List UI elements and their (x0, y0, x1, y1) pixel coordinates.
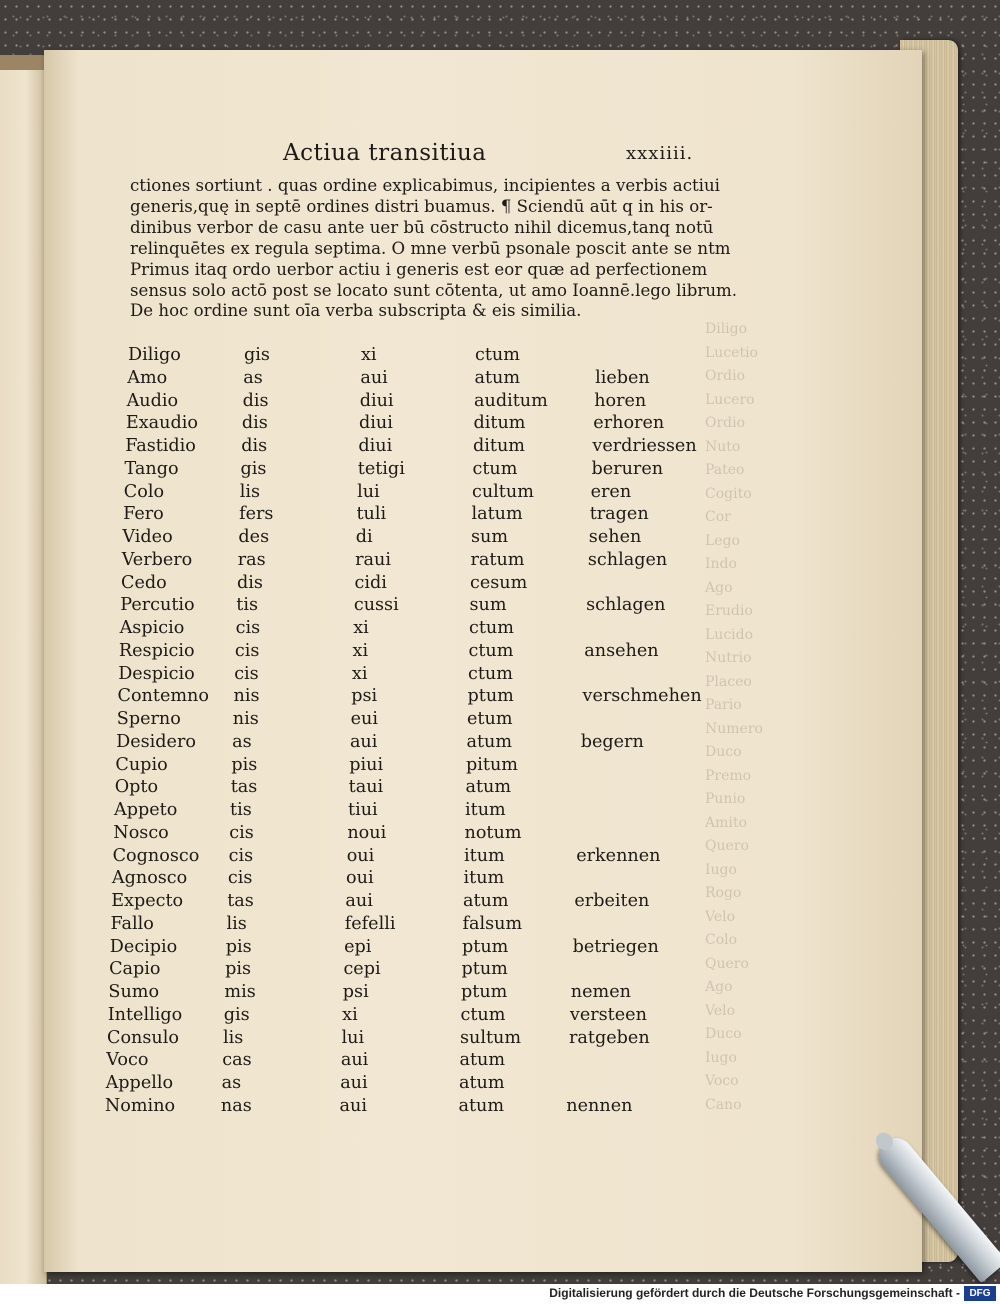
verb-second-person: pis (225, 959, 252, 980)
verb-supine: sum (469, 595, 507, 616)
verb-second-person: pis (231, 754, 258, 775)
verb-lemma: Fastidio (125, 436, 196, 456)
verb-second-person: dis (237, 572, 263, 593)
prose-line: Primus itaq ordo uerbor actiu i generis est eor quæ ad perfectionem (130, 259, 708, 279)
verb-supine: atum (458, 1095, 505, 1116)
verb-second-person: tas (227, 891, 254, 911)
dfg-logo: DFG (964, 1286, 996, 1301)
verb-lemma: Video (122, 527, 173, 547)
verb-perfect: lui (341, 1027, 365, 1048)
verb-supine: atum (466, 731, 513, 752)
verb-supine: ditum (473, 436, 525, 456)
verb-second-person: nis (233, 686, 260, 707)
german-gloss: begern (580, 731, 644, 752)
verb-lemma: Intelligo (107, 1004, 183, 1025)
verb-perfect: oui (346, 845, 375, 866)
verb-lemma: Sperno (116, 709, 181, 729)
verb-second-person: tis (236, 595, 259, 616)
verb-supine: atum (465, 777, 512, 798)
verb-supine: ptum (461, 959, 508, 980)
table-row (0, 595, 1000, 619)
verb-lemma: Appello (105, 1073, 174, 1093)
verb-second-person: dis (241, 436, 268, 456)
verb-supine: etum (467, 709, 513, 729)
running-title: Actiua transitiua (283, 140, 487, 166)
german-gloss: schlagen (586, 595, 666, 616)
table-row (0, 368, 1000, 392)
verb-lemma: Desidero (116, 731, 196, 752)
verb-lemma: Fallo (110, 913, 154, 934)
table-row (0, 1005, 1000, 1029)
table-row (0, 800, 1000, 824)
german-gloss: horen (594, 390, 647, 411)
verb-second-person: cis (234, 663, 259, 684)
german-gloss: tragen (589, 504, 649, 525)
verb-supine: sum (471, 527, 509, 547)
verb-lemma: Fero (123, 504, 164, 525)
german-gloss: eren (590, 481, 632, 502)
verb-second-person: ras (237, 549, 266, 570)
verb-perfect: aui (349, 731, 378, 752)
verb-second-person: mis (224, 982, 256, 1002)
verb-perfect: cussi (353, 595, 399, 616)
german-gloss: ratgeben (569, 1027, 650, 1048)
verb-lemma: Expecto (111, 891, 184, 911)
verb-supine: ptum (461, 982, 508, 1002)
verb-second-person: lis (239, 481, 261, 502)
verb-lemma: Diligo (128, 345, 181, 365)
verb-lemma: Exaudio (125, 413, 198, 434)
verb-perfect: xi (352, 640, 369, 661)
verb-second-person: cis (235, 618, 261, 638)
german-gloss: beruren (591, 458, 664, 479)
german-gloss: betriegen (572, 936, 659, 957)
table-row (0, 573, 1000, 597)
verb-perfect: xi (351, 663, 368, 684)
verb-second-person: des (238, 527, 270, 547)
verb-second-person: nis (232, 709, 259, 729)
verb-supine: ctum (468, 640, 514, 661)
verb-perfect: piui (349, 754, 384, 775)
verb-supine: cesum (470, 572, 528, 593)
table-row (0, 755, 1000, 779)
german-gloss: ansehen (584, 640, 659, 661)
verb-perfect: di (355, 527, 373, 547)
verb-lemma: Aspicio (119, 618, 185, 638)
verb-perfect: cidi (354, 572, 387, 593)
verb-perfect: epi (344, 936, 372, 957)
verb-lemma: Tango (124, 458, 179, 479)
verb-second-person: tas (230, 777, 258, 798)
verb-second-person: cis (229, 822, 254, 843)
verb-lemma: Verbero (121, 549, 193, 570)
table-row (0, 504, 1000, 528)
verb-perfect: diui (359, 390, 394, 411)
prose-line: De hoc ordine sunt oīa verba subscripta & eis similia. (130, 301, 582, 321)
verb-supine: ctum (468, 663, 513, 684)
verb-supine: ptum (467, 686, 514, 707)
german-gloss: lieben (595, 367, 650, 388)
verb-lemma: Cupio (115, 754, 168, 775)
verb-second-person: lis (223, 1027, 244, 1048)
verb-second-person: gis (223, 1004, 250, 1025)
table-row (0, 527, 1000, 551)
german-gloss: verdriessen (592, 436, 697, 456)
verb-supine: ctum (472, 458, 518, 479)
verb-second-person: cas (222, 1050, 252, 1071)
prose-line: dinibus verbor de casu ante uer bū cōstructo nihil dicemus,tanq notū (130, 217, 714, 237)
verb-perfect: diui (359, 413, 393, 434)
verb-lemma: Decipio (109, 936, 178, 957)
verb-lemma: Opto (114, 777, 159, 798)
verb-lemma: Voco (106, 1050, 149, 1071)
verb-perfect: xi (342, 1004, 358, 1025)
verb-supine: auditum (474, 390, 548, 411)
verb-perfect: cepi (343, 959, 381, 980)
verb-lemma: Nomino (104, 1095, 176, 1116)
verb-perfect: raui (355, 549, 391, 570)
german-gloss: schlagen (587, 549, 668, 570)
verb-second-person: cis (227, 868, 253, 889)
german-gloss: erhoren (593, 413, 665, 434)
verb-supine: ratum (470, 549, 525, 570)
prose-line: generis,quę in septē ordines distri buamus. ¶ Sciendū aūt q in his or- (130, 196, 713, 216)
prose-line: sensus solo actō post se locato sunt cōtenta, ut amo Ioannē.lego librum. (130, 280, 738, 300)
table-row (0, 777, 1000, 801)
verb-supine: pitum (466, 754, 518, 775)
german-gloss: sehen (588, 527, 642, 547)
verb-second-person: as (221, 1073, 242, 1093)
verb-supine: latum (471, 504, 523, 525)
german-gloss: verschmehen (582, 686, 702, 707)
german-gloss: nemen (570, 982, 631, 1002)
verb-second-person: lis (226, 913, 247, 934)
verb-lemma: Appeto (114, 800, 178, 820)
verb-lemma: Consulo (107, 1027, 179, 1048)
table-row (0, 1050, 1000, 1074)
verb-supine: atum (459, 1073, 505, 1093)
verb-second-person: fers (239, 504, 274, 525)
verb-lemma: Agnosco (111, 868, 188, 889)
table-row (0, 891, 1000, 915)
table-row (0, 641, 1000, 665)
verb-lemma: Percutio (120, 595, 195, 616)
table-row (0, 937, 1000, 961)
verb-perfect: noui (347, 822, 387, 843)
prose-line: ctiones sortiunt . quas ordine explicabimus, incipientes a verbis actiui (130, 176, 720, 195)
verb-perfect: lui (357, 481, 380, 502)
table-row (0, 732, 1000, 756)
verb-second-person: as (232, 731, 252, 752)
verb-perfect: tiui (348, 800, 378, 820)
verb-second-person: as (243, 367, 263, 388)
verb-supine: falsum (462, 913, 523, 934)
verb-second-person: tis (230, 800, 252, 820)
verb-perfect: aui (340, 1050, 369, 1071)
verb-supine: itum (465, 800, 506, 820)
verb-perfect: fefelli (344, 913, 396, 934)
verb-perfect: xi (353, 618, 369, 638)
table-row (0, 550, 1000, 574)
footer-bar (0, 1284, 1000, 1304)
verb-second-person: pis (225, 936, 252, 957)
prose-line: relinquētes ex regula septima. O mne verbū psonale poscit ante se ntm (130, 238, 731, 258)
verb-perfect: psi (351, 686, 378, 707)
table-row (0, 436, 1000, 460)
verb-perfect: tuli (356, 504, 387, 525)
verb-perfect: aui (345, 891, 373, 911)
german-gloss: versteen (569, 1004, 647, 1025)
table-row (0, 868, 1000, 892)
german-gloss: nennen (566, 1095, 633, 1116)
verb-supine: itum (463, 868, 505, 889)
verb-lemma: Despicio (118, 663, 195, 684)
verb-supine: ditum (473, 413, 526, 434)
german-gloss: erbeiten (574, 891, 650, 911)
verb-lemma: Sumo (108, 982, 160, 1002)
verb-perfect: taui (348, 777, 384, 798)
verb-perfect: psi (342, 982, 369, 1002)
table-row (0, 982, 1000, 1006)
table-row (0, 1028, 1000, 1052)
table-row (0, 391, 1000, 415)
table-row (0, 345, 1000, 369)
verb-perfect: eui (350, 709, 378, 729)
table-row (0, 1096, 1000, 1120)
table-row (0, 482, 1000, 506)
verb-supine: ptum (462, 936, 509, 957)
table-row (0, 914, 1000, 938)
verb-perfect: aui (340, 1073, 368, 1093)
verb-lemma: Nosco (113, 822, 169, 843)
verb-supine: itum (464, 845, 505, 866)
verb-supine: sultum (460, 1027, 522, 1048)
verb-supine: ctum (460, 1004, 506, 1025)
verb-perfect: xi (361, 345, 377, 365)
verb-second-person: cis (234, 640, 260, 661)
verb-perfect: diui (358, 436, 393, 456)
verb-second-person: gis (240, 458, 267, 479)
table-row (0, 618, 1000, 642)
german-gloss: erkennen (576, 845, 661, 866)
verb-lemma: Amo (127, 367, 168, 388)
table-row (0, 664, 1000, 688)
verb-perfect: oui (346, 868, 374, 889)
verb-lemma: Respicio (118, 640, 195, 661)
show-through-text: Diligo Lucetio Ordio Lucero Ordio Nuto Pateo Cogito Cor Lego Indo Ago Erudio Lucido Nutrio Placeo Pario Numero Duco Premo Punio Amito Quero Iugo Rogo Velo Colo Quero Ago Velo Duco Iugo Voco Cano (705, 321, 763, 1113)
verb-supine: ctum (469, 618, 514, 638)
verb-supine: atum (459, 1050, 506, 1071)
table-row (0, 459, 1000, 483)
verb-supine: atum (474, 367, 521, 388)
folio-number: xxxiiii. (626, 143, 694, 164)
verb-lemma: Cedo (121, 572, 167, 593)
verb-second-person: dis (241, 413, 268, 434)
verb-supine: notum (464, 822, 522, 843)
table-row (0, 709, 1000, 733)
verb-second-person: dis (242, 390, 269, 411)
table-row (0, 823, 1000, 847)
table-row (0, 959, 1000, 983)
verb-lemma: Contemno (117, 686, 209, 707)
table-row (0, 413, 1000, 437)
verb-perfect: tetigi (357, 458, 405, 479)
verb-perfect: aui (360, 367, 388, 388)
verb-lemma: Capio (109, 959, 161, 980)
verb-perfect: aui (339, 1095, 367, 1116)
verb-second-person: nas (220, 1095, 252, 1116)
verb-supine: ctum (475, 345, 520, 365)
funding-credit: Digitalisierung gefördert durch die Deutsche Forschungsgemeinschaft - (549, 1286, 960, 1300)
verb-supine: atum (463, 891, 509, 911)
verb-supine: cultum (472, 481, 534, 502)
verb-lemma: Audio (126, 390, 179, 411)
table-row (0, 1073, 1000, 1097)
verb-second-person: gis (244, 345, 270, 365)
table-row (0, 686, 1000, 710)
verb-second-person: cis (228, 845, 254, 866)
table-row (0, 846, 1000, 870)
verb-lemma: Colo (123, 481, 165, 502)
verb-lemma: Cognosco (112, 845, 200, 866)
